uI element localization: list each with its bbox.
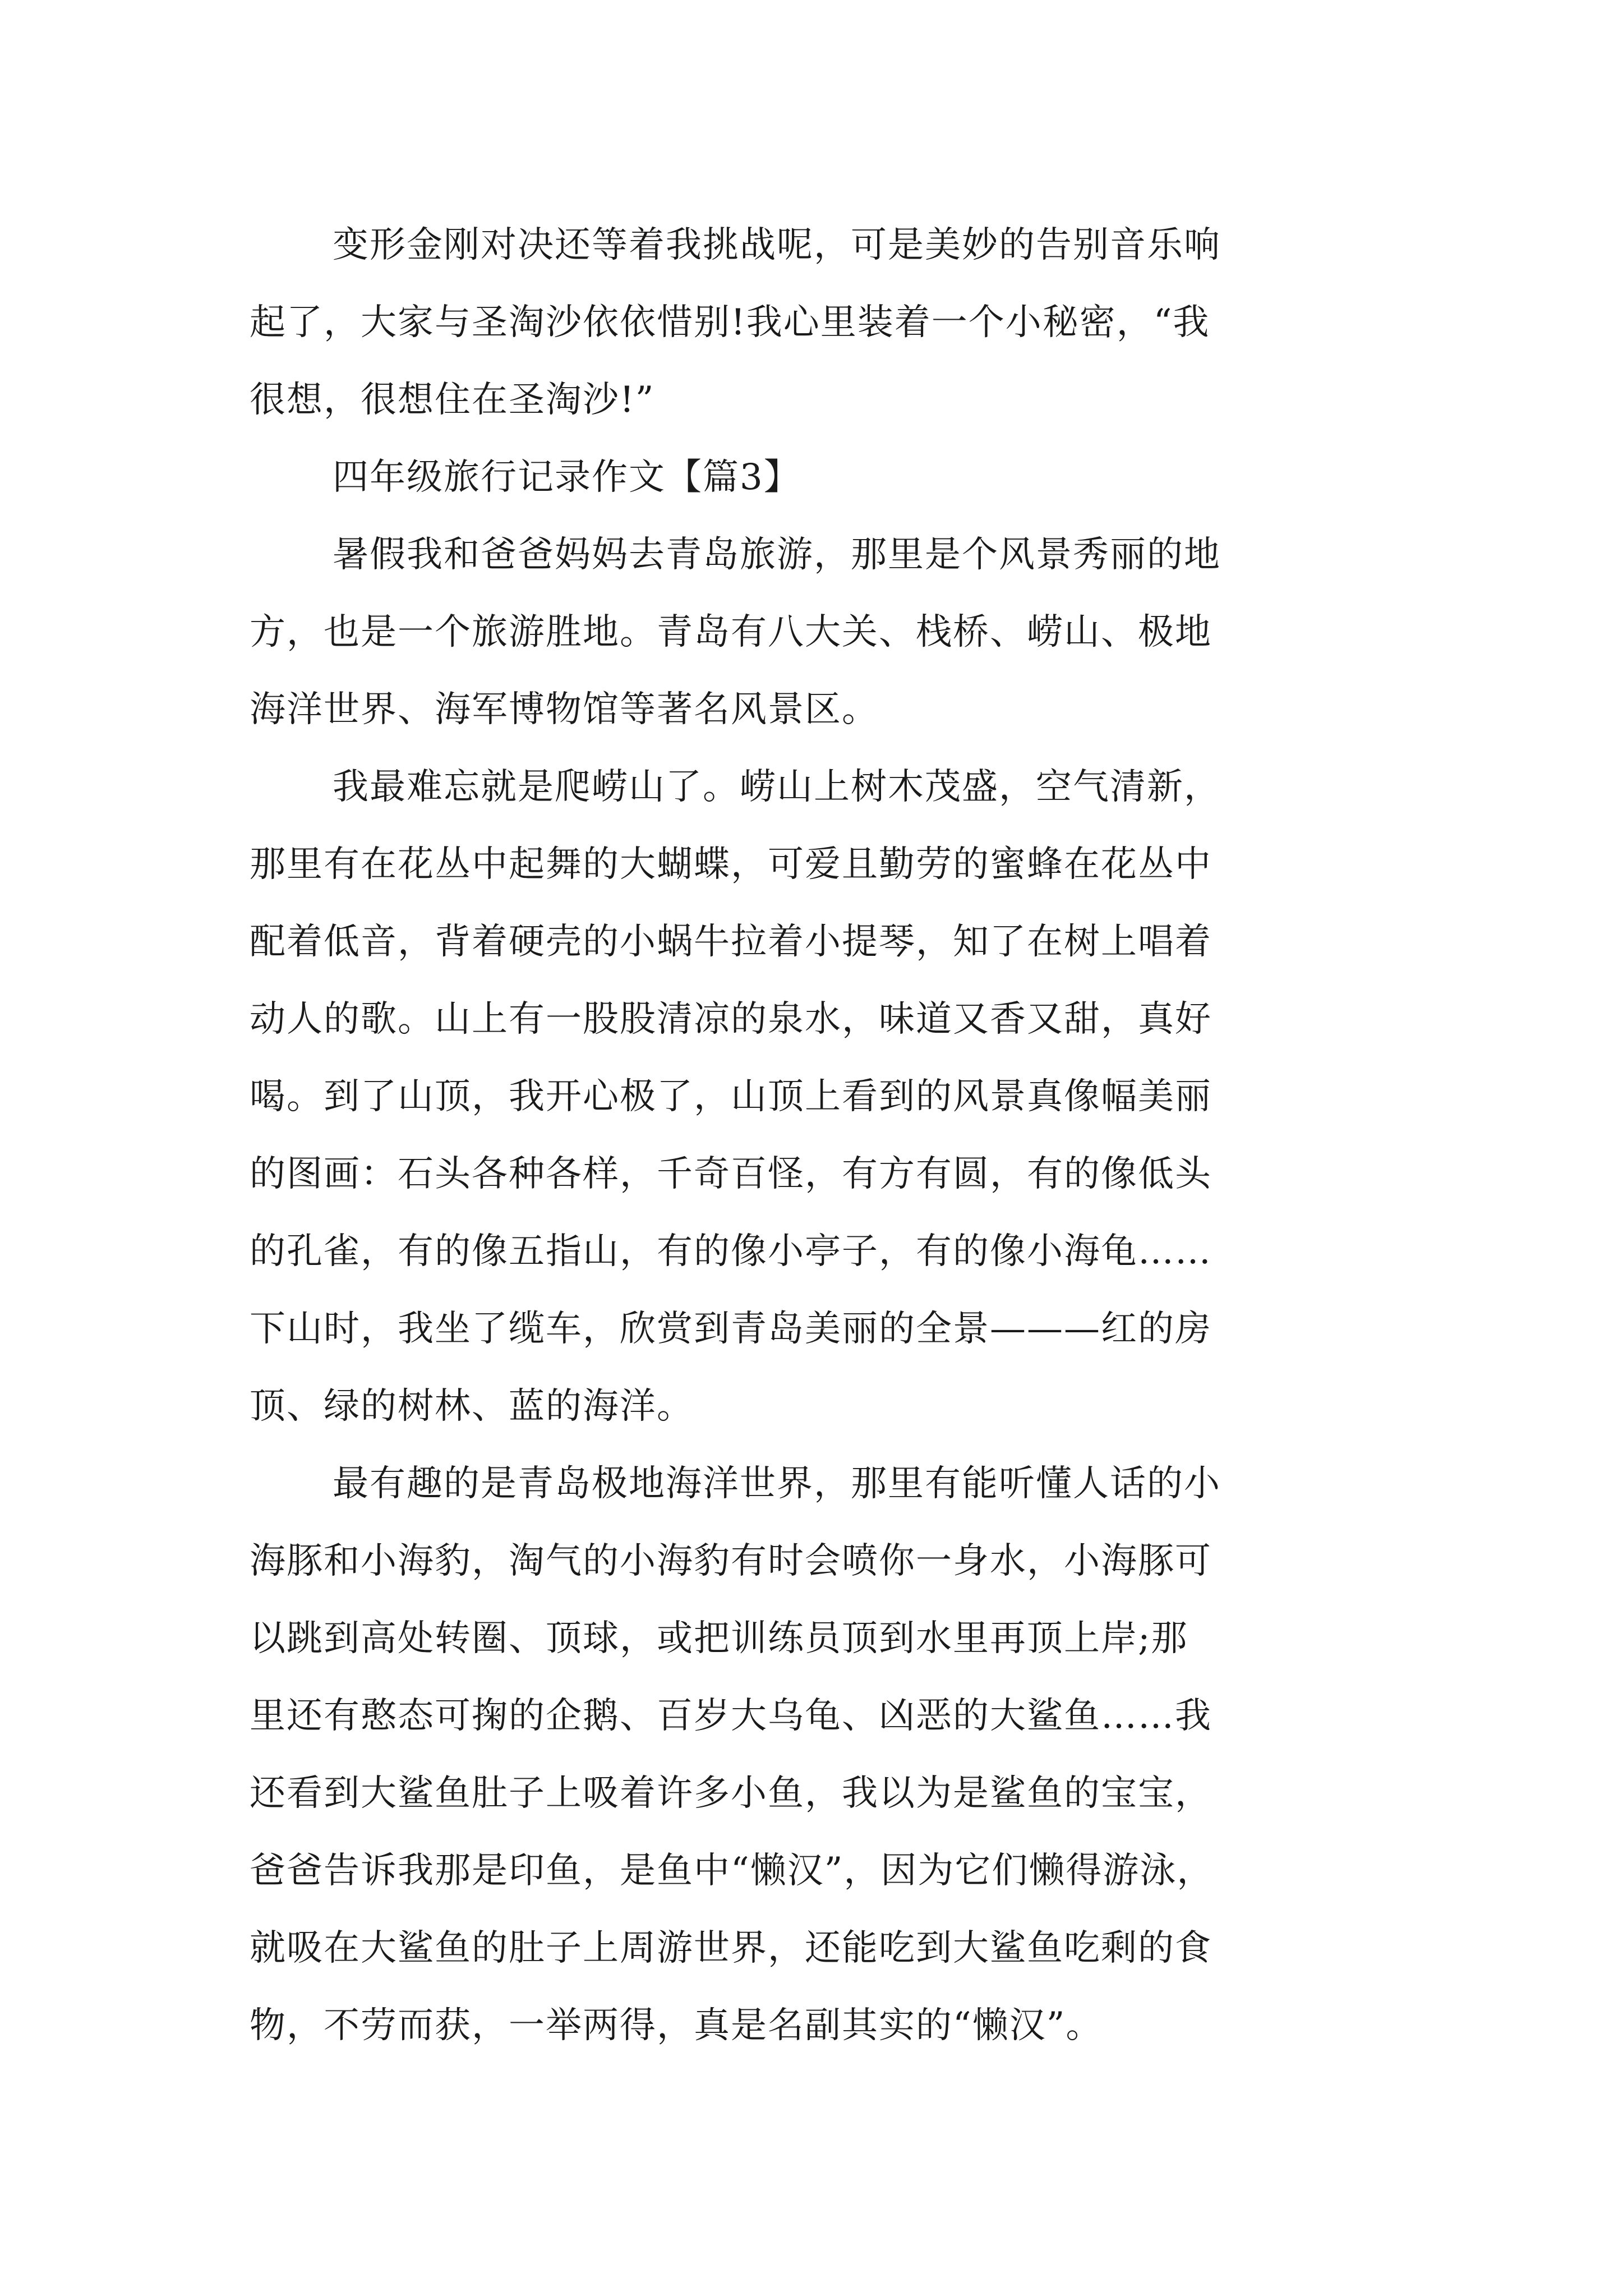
- document-body: [250, 206, 1385, 2064]
- paragraph-line: 物，不劳而获，一举两得，真是名副其实的“懒汉”。: [250, 2005, 1103, 2046]
- paragraph-line: 暑假我和爸爸妈妈去青岛旅游，那里是个风景秀丽的地: [333, 534, 1221, 576]
- paragraph-line: 动人的歌。山上有一股股清凉的泉水，味道又香又甜，真好: [250, 999, 1212, 1040]
- paragraph-line: 那里有在花丛中起舞的大蝴蝶，可爱且勤劳的蜜蜂在花丛中: [250, 844, 1212, 885]
- paragraph-line: 起了，大家与圣淘沙依依惜别!我心里装着一个小秘密，“我: [250, 302, 1210, 343]
- paragraph-line: 海洋世界、海军博物馆等著名风景区。: [250, 689, 879, 730]
- paragraph-line: 海豚和小海豹，淘气的小海豹有时会喷你一身水，小海豚可: [250, 1540, 1212, 1582]
- paragraph-line: 的图画：石头各种各样，千奇百怪，有方有圆，有的像低头: [250, 1153, 1212, 1195]
- paragraph-line: 里还有憨态可掬的企鹅、百岁大乌龟、凶恶的大鲨鱼……我: [250, 1695, 1212, 1737]
- section-heading: 四年级旅行记录作文【篇3】: [333, 457, 801, 498]
- paragraph-line: 顶、绿的树林、蓝的海洋。: [250, 1386, 694, 1427]
- paragraph-line: 的孔雀，有的像五指山，有的像小亭子，有的像小海龟……: [250, 1231, 1212, 1272]
- paragraph-line: 很想，很想住在圣淘沙!”: [250, 379, 655, 421]
- paragraph-line: 我最难忘就是爬崂山了。崂山上树木茂盛，空气清新，: [333, 766, 1221, 808]
- paragraph-line: 最有趣的是青岛极地海洋世界，那里有能听懂人话的小: [333, 1463, 1221, 1504]
- paragraph-line: 爸爸告诉我那是印鱼，是鱼中“懒汉”，因为它们懒得游泳，: [250, 1850, 1214, 1892]
- paragraph-line: 方，也是一个旅游胜地。青岛有八大关、栈桥、崂山、极地: [250, 611, 1212, 653]
- paragraph-line: 就吸在大鲨鱼的肚子上周游世界，还能吃到大鲨鱼吃剩的食: [250, 1927, 1212, 1969]
- paragraph-line: 变形金刚对决还等着我挑战呢，可是美妙的告别音乐响: [333, 224, 1221, 266]
- paragraph-line: 以跳到高处转圈、顶球，或把训练员顶到水里再顶上岸;那: [250, 1618, 1188, 1659]
- paragraph-line: 配着低音，背着硬壳的小蜗牛拉着小提琴，知了在树上唱着: [250, 921, 1212, 963]
- paragraph-line: 喝。到了山顶，我开心极了，山顶上看到的风景真像幅美丽: [250, 1076, 1212, 1117]
- paragraph-line: 下山时，我坐了缆车，欣赏到青岛美丽的全景———红的房: [250, 1308, 1212, 1350]
- paragraph-line: 还看到大鲨鱼肚子上吸着许多小鱼，我以为是鲨鱼的宝宝，: [250, 1773, 1212, 1814]
